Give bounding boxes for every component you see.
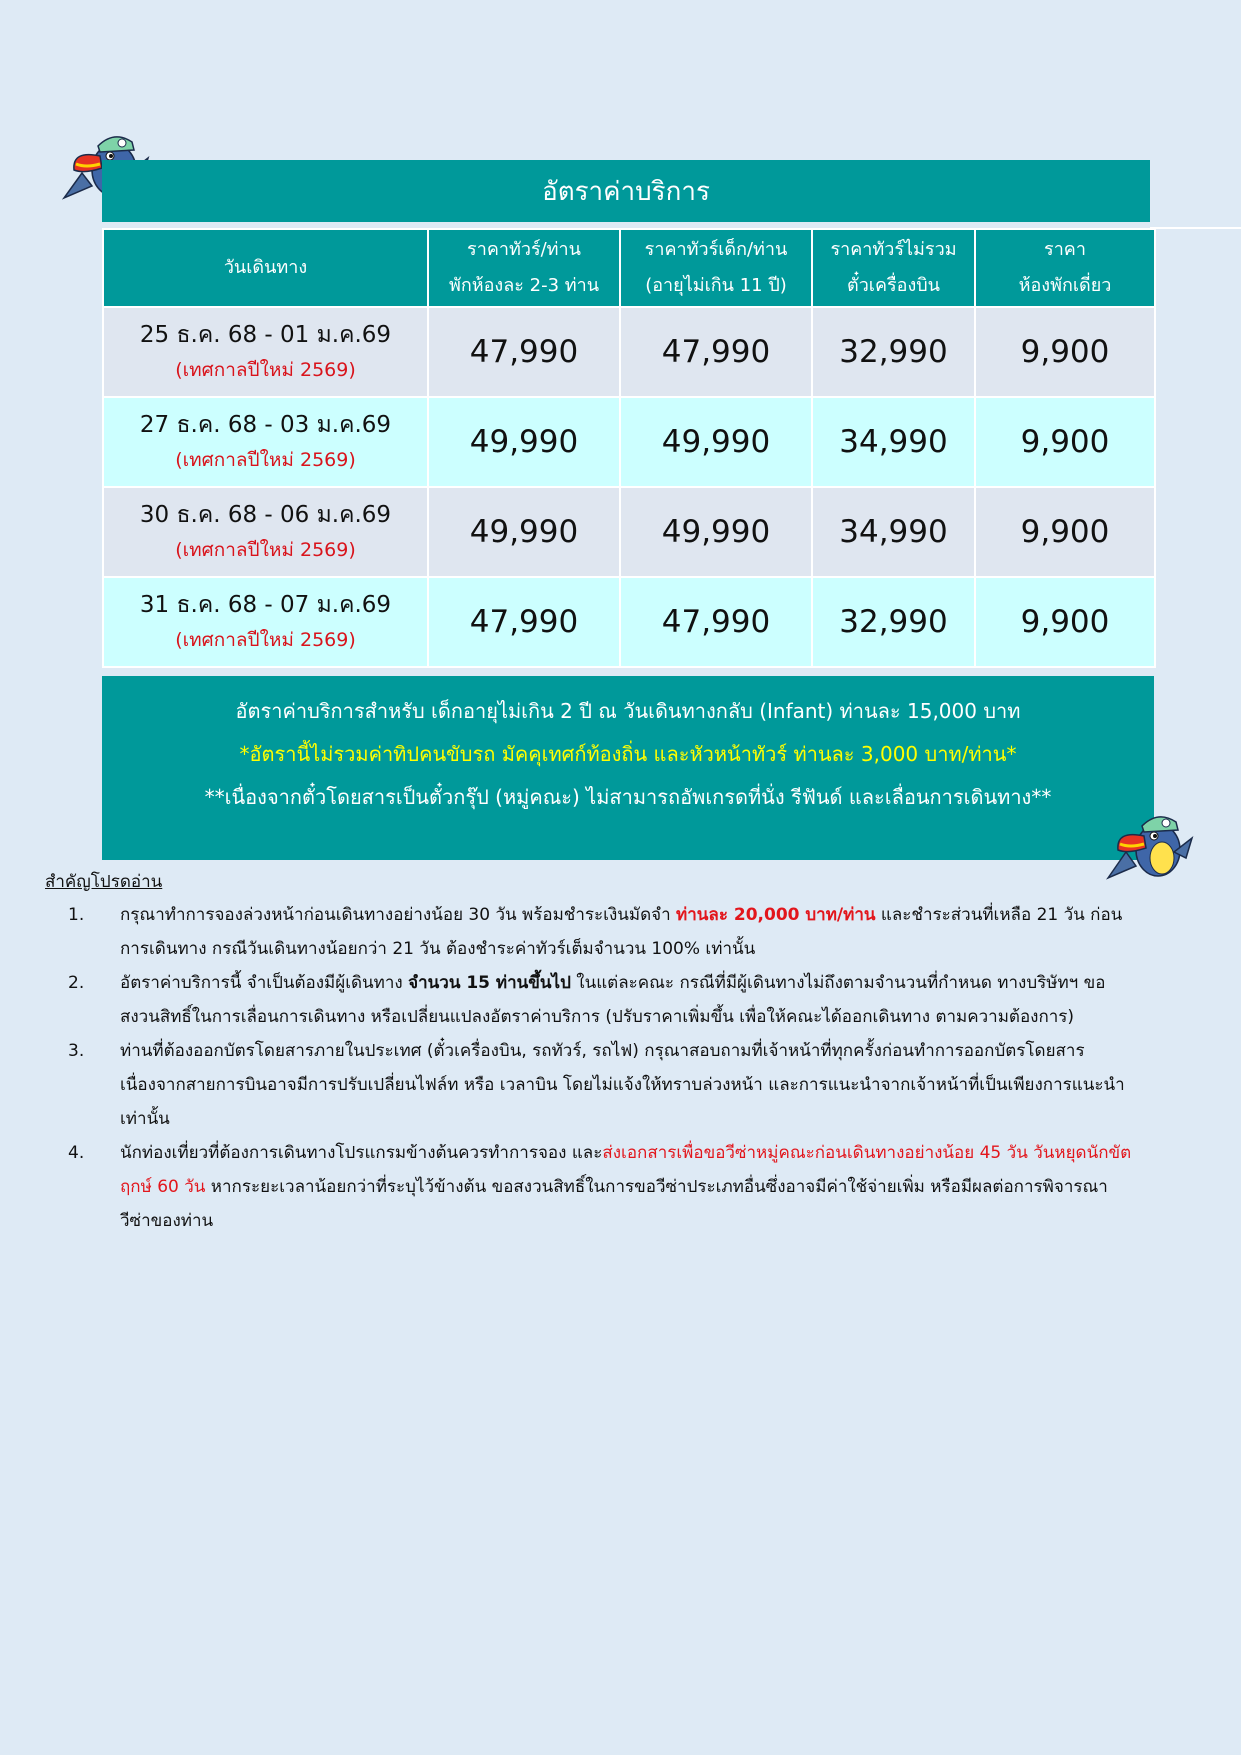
table-row (103, 307, 1155, 397)
rule-number: 2. (68, 973, 85, 993)
single-room-cell: 9,900 (975, 487, 1155, 577)
rule-number: 4. (68, 1143, 85, 1163)
rule-text: ท่านที่ต้องออกบัตรโดยสารภายในประเทศ (ตั๋วเครื่องบิน, รถทัวร์, รถไฟ) กรุณาสอบถามที่เจ้าหน้าที่ทุกครั้งก่อนทำการออกบัตรโดยสาร เนื่องจากสายการบินอาจมีการปรับเปลี่ยนไฟล์ท หรือ เวลาบิน โดยไม่แจ้งให้ทราบล่วงหน้า และการแนะนำจากเจ้าหน้าที่เป็นเพียงการแนะนำเท่านั้น (120, 1041, 1125, 1129)
date-cell: 30 ธ.ค. 68 - 06 ม.ค.69 (เทศกาลปีใหม่ 2569) (103, 487, 428, 577)
header-travel-date: วันเดินทาง (103, 229, 428, 307)
single-room-cell: 9,900 (975, 397, 1155, 487)
no-flight-price-cell: 32,990 (812, 307, 975, 397)
child-price-cell: 49,990 (620, 487, 812, 577)
date-cell: 25 ธ.ค. 68 - 01 ม.ค.69 (เทศกาลปีใหม่ 2569) (103, 307, 428, 397)
notes-box (102, 676, 1154, 860)
date-cell: 27 ธ.ค. 68 - 03 ม.ค.69 (เทศกาลปีใหม่ 2569) (103, 397, 428, 487)
rule-number: 3. (68, 1041, 85, 1061)
infant-note: อัตราค่าบริการสำหรับ เด็กอายุไม่เกิน 2 ปี ณ วันเดินทางกลับ (Infant) ท่านละ 15,000 บาท (235, 699, 1021, 723)
single-room-cell: 9,900 (975, 307, 1155, 397)
list-item (68, 1136, 1136, 1238)
date-cell: 31 ธ.ค. 68 - 07 ม.ค.69 (เทศกาลปีใหม่ 2569) (103, 577, 428, 667)
adult-price-cell: 49,990 (428, 487, 620, 577)
table-header-row (103, 229, 1155, 307)
header-adult-price: ราคาทัวร์/ท่าน พักห้องละ 2-3 ท่าน (428, 229, 620, 307)
adult-price-cell: 47,990 (428, 577, 620, 667)
rates-table (102, 228, 1156, 668)
rule-number: 1. (68, 905, 85, 925)
rule-text: อัตราค่าบริการนี้ จำเป็นต้องมีผู้เดินทาง จำนวน 15 ท่านขึ้นไป ในแต่ละคณะ กรณีที่มีผู้เดินทางไม่ถึงตามจำนวนที่กำหนด ทางบริษัทฯ ขอสงวนสิทธิ์ในการเลื่อนการเดินทาง หรือเปลี่ยนแปลงอัตราค่าบริการ (ปรับราคาเพิ่มขึ้น เพื่อให้คณะได้ออกเดินทาง ตามความต้องการ) (120, 973, 1106, 1027)
adult-price-cell: 49,990 (428, 397, 620, 487)
rates-title: อัตราค่าบริการ (102, 160, 1150, 222)
rule-text: นักท่องเที่ยวที่ต้องการเดินทางโปรแกรมข้างต้นควรทำการจอง และส่งเอกสารเพื่อขอวีซ่าหมู่คณะก่อนเดินทางอย่างน้อย 45 วัน วันหยุดนักขัตฤกษ์ 60 วัน หากระยะเวลาน้อยกว่าที่ระบุไว้ข้างต้น ขอสงวนสิทธิ์ในการขอวีซ่าประเภทอื่นซึ่งอาจมีค่าใช้จ่ายเพิ่ม หรือมีผลต่อการพิจารณาวีซ่าของท่าน (120, 1143, 1132, 1231)
toucan-mascot-icon (1106, 806, 1196, 890)
important-rules-list (68, 898, 1136, 1238)
no-flight-price-cell: 34,990 (812, 487, 975, 577)
tips-note: *อัตรานี้ไม่รวมค่าทิปคนขับรถ มัคคุเทศก์ท้องถิ่น และหัวหน้าทัวร์ ท่านละ 3,000 บาท/ท่าน* (239, 742, 1017, 766)
header-child-price: ราคาทัวร์เด็ก/ท่าน (อายุไม่เกิน 11 ปี) (620, 229, 812, 307)
no-flight-price-cell: 34,990 (812, 397, 975, 487)
child-price-cell: 49,990 (620, 397, 812, 487)
list-item (68, 1034, 1136, 1136)
adult-price-cell: 47,990 (428, 307, 620, 397)
child-price-cell: 47,990 (620, 577, 812, 667)
child-price-cell: 47,990 (620, 307, 812, 397)
group-ticket-note: **เนื่องจากตั๋วโดยสารเป็นตั๋วกรุ๊ป (หมู่คณะ) ไม่สามารถอัพเกรดที่นั่ง รีฟันด์ และเลื่อนการเดินทาง** (204, 785, 1052, 809)
list-item (68, 966, 1136, 1034)
single-room-cell: 9,900 (975, 577, 1155, 667)
divider (1150, 227, 1241, 229)
list-item (68, 898, 1136, 966)
table-row (103, 577, 1155, 667)
header-no-flight-price: ราคาทัวร์ไม่รวม ตั๋วเครื่องบิน (812, 229, 975, 307)
no-flight-price-cell: 32,990 (812, 577, 975, 667)
important-heading: สำคัญโปรดอ่าน (45, 872, 163, 892)
rule-text: กรุณาทำการจองล่วงหน้าก่อนเดินทางอย่างน้อย 30 วัน พร้อมชำระเงินมัดจำ ท่านละ 20,000 บาท/ท่าน และชำระส่วนที่เหลือ 21 วัน ก่อนการเดินทาง กรณีวันเดินทางน้อยกว่า 21 วัน ต้องชำระค่าทัวร์เต็มจำนวน 100% เท่านั้น (120, 905, 1123, 959)
table-row (103, 397, 1155, 487)
table-row (103, 487, 1155, 577)
header-single-room: ราคา ห้องพักเดี่ยว (975, 229, 1155, 307)
